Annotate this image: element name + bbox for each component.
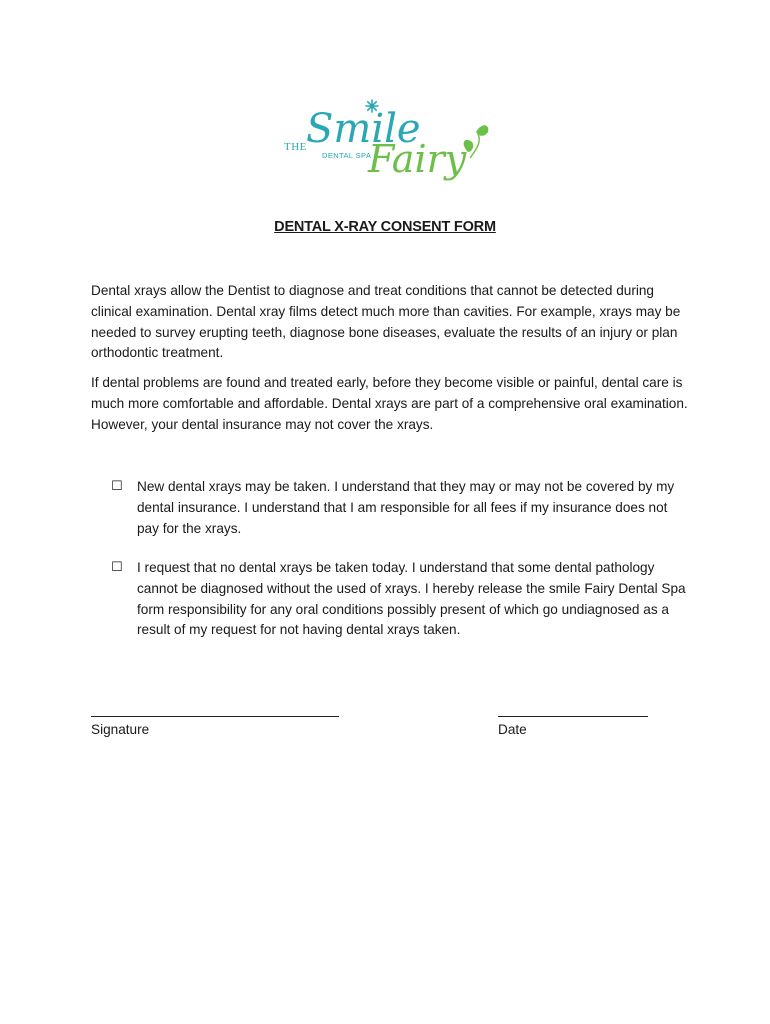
- leaf-icon: [464, 125, 489, 158]
- intro-paragraph: Dental xrays allow the Dentist to diagnose and treat conditions that cannot be detected during clinical examination. Dental xray films detect much more than cavities. For example, xrays may be needed to survey erupting teeth, diagnose bone diseases, evaluate the results of an injury or plan orthodontic treatment.: [91, 283, 681, 361]
- accept-checkbox[interactable]: ☐: [111, 479, 123, 494]
- logo-the: THE: [284, 141, 307, 153]
- signature-line[interactable]: [91, 716, 339, 717]
- consent-option-accept: [111, 477, 691, 539]
- logo-smile: Smile: [306, 106, 421, 152]
- early-detection-paragraph: If dental problems are found and treated early, before they become visible or painful, dental care is much more comfortable and affordable. Dental xrays are part of a comprehensive oral examination. However, your dental insurance may not cover the xrays.: [91, 375, 688, 432]
- logo-dental-spa: DENTAL SPA: [322, 151, 372, 160]
- smile-fairy-logo: [272, 86, 498, 190]
- consent-option-decline: [111, 558, 691, 641]
- date-line[interactable]: [498, 716, 648, 717]
- logo-fairy: Fairy: [368, 137, 467, 181]
- accept-option-text: New dental xrays may be taken. I understand that they may or may not be covered by my dental insurance. I understand that I am responsible for all fees if my insurance does not pay for the xrays.: [137, 479, 675, 536]
- decline-option-text: I request that no dental xrays be taken today. I understand that some dental pathology cannot be diagnosed without the used of xrays. I hereby release the smile Fairy Dental Spa form responsibility for any oral conditions possibly present of which go undiagnosed as a result of my request for not having dental xrays taken.: [137, 560, 686, 638]
- signature-label: Signature: [91, 722, 150, 737]
- form-title: DENTAL X-RAY CONSENT FORM: [274, 219, 496, 235]
- date-label: Date: [498, 722, 527, 737]
- decline-checkbox[interactable]: ☐: [111, 560, 123, 575]
